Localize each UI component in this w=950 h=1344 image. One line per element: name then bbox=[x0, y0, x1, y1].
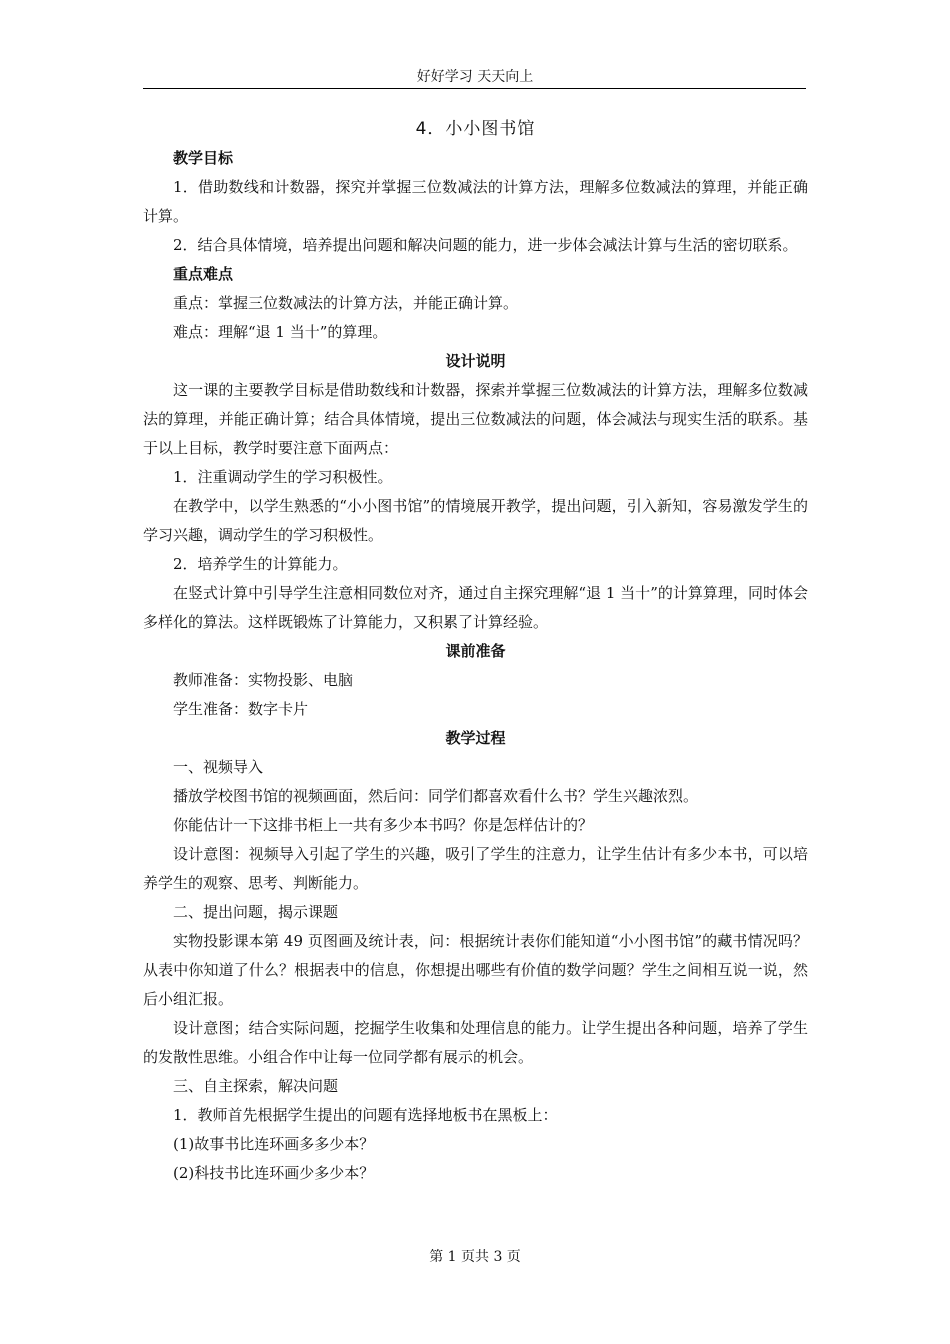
process-heading: 教学过程 bbox=[445, 729, 506, 747]
step-1-line-1: 播放学校图书馆的视频画面，然后问：同学们都喜欢看什么书？学生兴趣浓烈。 bbox=[173, 787, 699, 805]
step-3-question-2: (2)科技书比连环画少多少本？ bbox=[173, 1164, 375, 1182]
step-1-heading: 一、视频导入 bbox=[173, 758, 264, 776]
step-2-paragraph: 实物投影课本第 49 页图画及统计表，问：根据统计表你们能知道“小小图书馆”的藏书情况吗？从表中你知道了什么？根据表中的信息，你想提出哪些有价值的数学问题？学生之间相互说一说，然后小组汇报。 bbox=[143, 932, 808, 1008]
student-prep: 学生准备：数字卡片 bbox=[173, 700, 309, 718]
design-item-1-paragraph: 在教学中，以学生熟悉的“小小图书馆”的情境展开教学，提出问题，引入新知，容易激发学生的学习兴趣，调动学生的学习积极性。 bbox=[143, 497, 808, 544]
step-2-heading: 二、提出问题，揭示课题 bbox=[173, 903, 339, 921]
header-divider bbox=[143, 88, 806, 89]
teacher-prep: 教师准备：实物投影、电脑 bbox=[173, 671, 354, 689]
design-item-2: 2．培养学生的计算能力。 bbox=[173, 555, 348, 573]
key-points-heading: 重点难点 bbox=[173, 265, 234, 283]
design-heading: 设计说明 bbox=[445, 352, 506, 370]
step-1-line-2: 你能估计一下这排书柜上一共有多少本书吗？你是怎样估计的？ bbox=[173, 816, 594, 834]
goal-item-2: 2．结合具体情境，培养提出问题和解决问题的能力，进一步体会减法计算与生活的密切联系。 bbox=[173, 236, 798, 254]
page-header: 好好学习 天天向上 bbox=[416, 69, 534, 85]
difficult-point: 难点：理解“退 1 当十”的算理。 bbox=[173, 323, 388, 341]
design-paragraph: 这一课的主要教学目标是借助数线和计数器，探索并掌握三位数减法的计算方法，理解多位数减法的算理，并能正确计算；结合具体情境，提出三位数减法的问题，体会减法与现实生活的联系。基于以上目标，教学时要注意下面两点： bbox=[143, 381, 808, 457]
step-2-intent: 设计意图；结合实际问题，挖掘学生收集和处理信息的能力。让学生提出各种问题，培养了学生的发散性思维。小组合作中让每一位同学都有展示的机会。 bbox=[143, 1019, 808, 1066]
lesson-title: 4．小小图书馆 bbox=[415, 119, 536, 139]
design-item-2-paragraph: 在竖式计算中引导学生注意相同数位对齐，通过自主探究理解“退 1 当十”的计算算理，同时体会多样化的算法。这样既锻炼了计算能力，又积累了计算经验。 bbox=[143, 584, 808, 631]
step-3-heading: 三、自主探索，解决问题 bbox=[173, 1077, 339, 1095]
goals-heading: 教学目标 bbox=[173, 149, 234, 167]
step-3-question-1: (1)故事书比连环画多多少本？ bbox=[173, 1135, 375, 1153]
key-point: 重点：掌握三位数减法的计算方法，并能正确计算。 bbox=[173, 294, 519, 312]
prep-heading: 课前准备 bbox=[445, 642, 506, 660]
page-footer: 第 1 页共 3 页 bbox=[429, 1249, 521, 1265]
design-item-1: 1．注重调动学生的学习积极性。 bbox=[173, 468, 393, 486]
goal-item-1: 1．借助数线和计数器，探究并掌握三位数减法的计算方法，理解多位数减法的算理，并能正确计算。 bbox=[143, 178, 808, 225]
step-3-line-1: 1．教师首先根据学生提出的问题有选择地板书在黑板上： bbox=[173, 1106, 558, 1124]
step-1-intent: 设计意图：视频导入引起了学生的兴趣，吸引了学生的注意力，让学生估计有多少本书，可以培养学生的观察、思考、判断能力。 bbox=[143, 845, 808, 892]
document-body bbox=[143, 114, 808, 1188]
